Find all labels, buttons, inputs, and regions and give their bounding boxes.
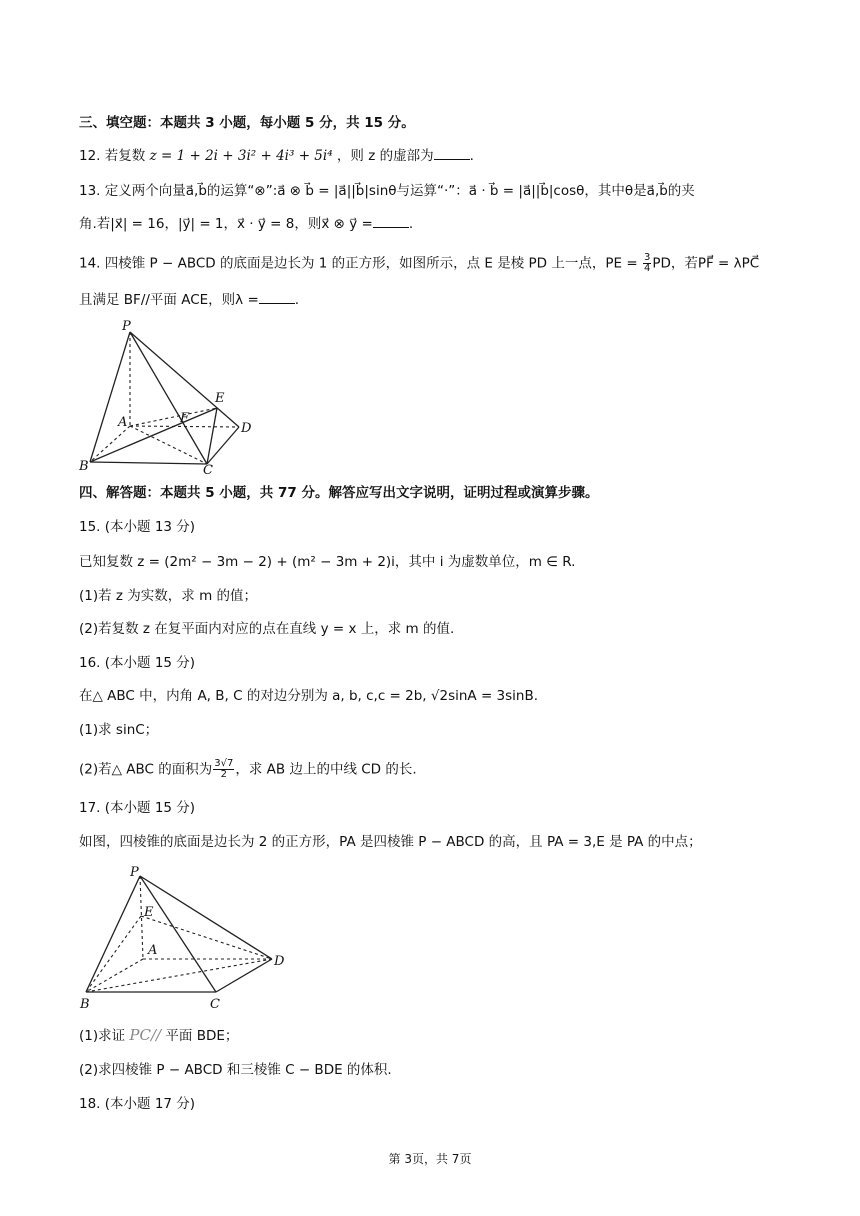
q12-expression: z = 1 + 2i + 3i² + 4i³ + 5i⁴ [149, 148, 333, 164]
label-E: E [144, 905, 154, 920]
q17-part-1 [79, 1026, 238, 1045]
q17-p1b: 平面 BDE； [161, 1028, 239, 1044]
q18-title: 18. (本小题 17 分) [79, 1096, 196, 1112]
answer-blank [434, 147, 470, 160]
label-D: D [241, 421, 252, 436]
q14-line1a: 14. 四棱锥 P − ABCD 的底面是边长为 1 的正方形，如图所示，点 E 是棱 PD 上一点，PE = [79, 255, 642, 272]
q16-p2b: ，求 AB 边上的中线 CD 的长. [235, 761, 417, 778]
fraction-3-4: $\frac{3}{4}$ [643, 252, 651, 274]
question-14-line-1 [79, 253, 759, 274]
label-B: B [79, 459, 89, 474]
label-P: P [130, 865, 139, 880]
q17-stem: 如图，四棱锥的底面是边长为 2 的正方形，PA 是四棱锥 P − ABCD 的高，且 PA = 3,E 是 PA 的中点； [79, 834, 702, 850]
q14-line1b: PD，若PF⃗ = λPC⃗ [652, 255, 760, 272]
q17-part-2: (2)求四棱锥 P − ABCD 和三棱锥 C − BDE 的体积. [79, 1062, 392, 1078]
q16-part-2 [79, 759, 417, 780]
q13-line2-text: 角.若|x⃗| = 16，|y⃗| = 1，x⃗ · y⃗ = 8，则x⃗ ⊗ y⃗ = [79, 216, 373, 232]
label-B: B [80, 997, 90, 1012]
q15-part-1: (1)若 z 为实数，求 m 的值； [79, 588, 258, 604]
q16-title: 16. (本小题 15 分) [79, 655, 196, 671]
label-D: D [274, 954, 285, 969]
label-F: F [180, 411, 190, 426]
question-14-line-2: 且满足 BF//平面 ACE，则λ = . [79, 292, 300, 308]
label-A: A [118, 415, 128, 430]
q14-line2-text: 且满足 BF//平面 ACE，则λ = [79, 292, 259, 308]
label-P: P [122, 319, 131, 334]
q16-p2a: (2)若△ ABC 的面积为 [79, 761, 213, 778]
q17-p1a: (1)求证 [79, 1028, 130, 1044]
q15-stem: 已知复数 z = (2m² − 3m − 2) + (m² − 3m + 2)i，其中 i 为虚数单位，m ∈ R. [79, 554, 576, 570]
answer-blank [373, 215, 409, 228]
fraction-3sqrt7-2: $\frac{3√7}{2}$ [214, 758, 234, 780]
label-E: E [215, 391, 225, 406]
label-C: C [210, 997, 220, 1012]
page-footer: 第 3页，共 7页 [388, 1152, 472, 1166]
question-13-line-2: 角.若|x⃗| = 16，|y⃗| = 1，x⃗ · y⃗ = 8，则x⃗ ⊗ y⃗ = . [79, 216, 414, 232]
q17-title: 17. (本小题 15 分) [79, 800, 196, 816]
pyramid-figure-2 [76, 858, 296, 1016]
q15-title: 15. (本小题 13 分) [79, 519, 196, 535]
pyramid-figure-1 [76, 314, 266, 476]
answer-blank [259, 291, 295, 304]
section-3-heading: 三、填空题：本题共 3 小题，每小题 5 分，共 15 分。 [79, 115, 415, 131]
label-A: A [148, 943, 158, 958]
section-4-heading: 四、解答题：本题共 5 小题，共 77 分。解答应写出文字说明，证明过程或演算步骤。 [79, 485, 599, 501]
q17-p1-pc: PC// [129, 1026, 162, 1044]
question-12: 12. 若复数 z = 1 + 2i + 3i² + 4i³ + 5i⁴ ，则 z 的虚部为 . [79, 148, 474, 164]
q15-part-2: (2)若复数 z 在复平面内对应的点在直线 y = x 上，求 m 的值. [79, 621, 455, 637]
q16-stem: 在△ ABC 中，内角 A, B, C 的对边分别为 a, b, c,c = 2b, √2sinA = 3sinB. [79, 688, 539, 704]
q16-part-1: (1)求 sinC； [79, 722, 159, 738]
label-C: C [203, 463, 213, 476]
q12-number: 12. [79, 148, 101, 164]
q12-pre: 若复数 [104, 148, 150, 164]
q12-post: ，则 z 的虚部为 [336, 148, 434, 164]
question-13-line-1: 13. 定义两个向量a⃗,b⃗的运算“⊗”:a⃗ ⊗ b⃗ = |a⃗||b⃗|sinθ与运算“·”：a⃗ · b⃗ = |a⃗||b⃗|cosθ，其中θ是a⃗,b⃗的夹 [79, 183, 695, 199]
